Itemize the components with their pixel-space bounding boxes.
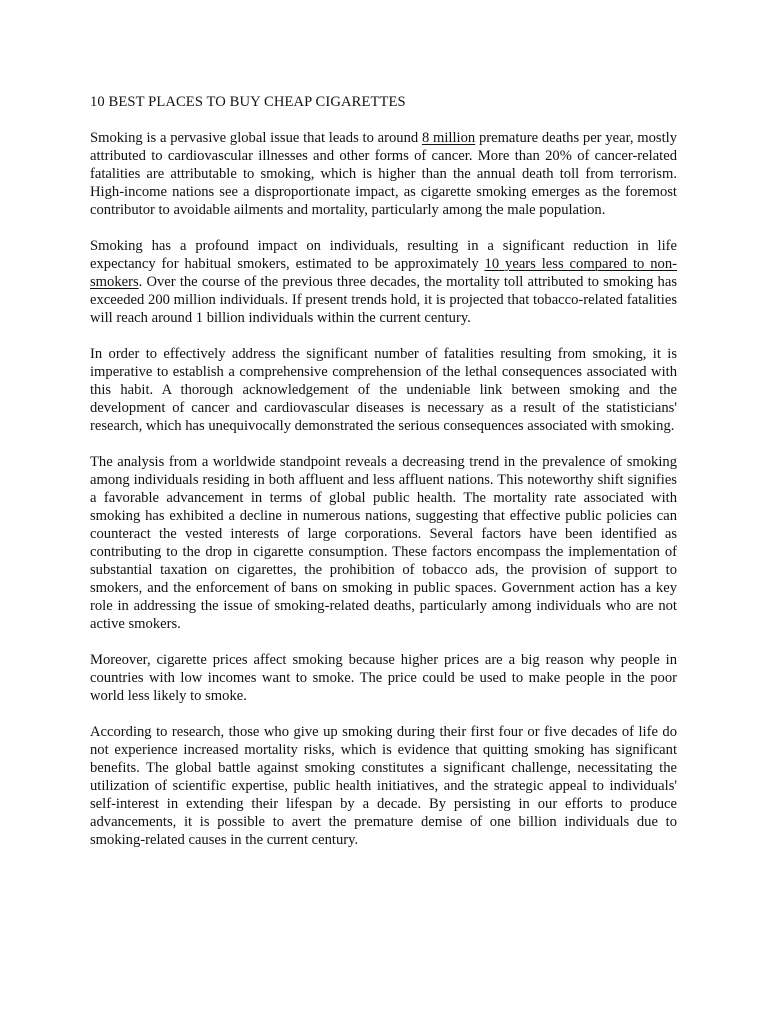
life-expectancy-link[interactable]: 10 years less compared to non-smokers	[90, 256, 677, 290]
paragraph-2-text-after: . Over the course of the previous three decades, the mortality toll attributed to smoking has exceeded 200 million individuals. If present trends hold, it is projected that tobacco-related fatalities will reach around 1 billion individuals within the current century.	[90, 274, 677, 326]
eight-million-link[interactable]: 8 million	[421, 130, 476, 146]
paragraph-2-text-before: Smoking has a profound impact on individuals, resulting in a significant reduction in life expectancy for habitual smokers, estimated to be approximately	[90, 238, 677, 272]
paragraph-2	[90, 237, 677, 327]
document-page	[90, 93, 677, 867]
paragraph-1-text-after: premature deaths per year, mostly attributed to cardiovascular illnesses and other forms of cancer. More than 20% of cancer-related fatalities are attributable to smoking, which is higher than the annual death toll from terrorism. High-income nations see a disproportionate impact, as cigarette smoking emerges as the foremost contributor to avoidable ailments and mortality, particularly among the male population.	[90, 130, 677, 218]
paragraph-6: According to research, those who give up smoking during their first four or five decades of life do not experience increased mortality risks, which is evidence that quitting smoking has significant benefits. The global battle against smoking constitutes a significant challenge, necessitating the utilization of scientific expertise, public health initiatives, and the strategic appeal to individuals' self-interest in extending their lifespan by a decade. By persisting in our efforts to produce advancements, it is possible to avert the premature demise of one billion individuals due to smoking-related causes in the current century.	[90, 724, 677, 848]
paragraph-1	[90, 129, 677, 219]
paragraph-3: In order to effectively address the significant number of fatalities resulting from smoking, it is imperative to establish a comprehensive comprehension of the lethal consequences associated with this habit. A thorough acknowledgement of the undeniable link between smoking and the development of cancer and cardiovascular diseases is necessary as a result of the statisticians' research, which has unequivocally demonstrated the serious consequences associated with smoking.	[90, 346, 677, 434]
paragraph-5: Moreover, cigarette prices affect smoking because higher prices are a big reason why people in countries with low incomes want to smoke. The price could be used to make people in the poor world less likely to smoke.	[90, 652, 677, 704]
document-title: 10 BEST PLACES TO BUY CHEAP CIGARETTES	[90, 94, 406, 110]
paragraph-4: The analysis from a worldwide standpoint reveals a decreasing trend in the prevalence of smoking among individuals residing in both affluent and less affluent nations. This noteworthy shift signifies a favorable advancement in terms of global public health. The mortality rate associated with smoking has exhibited a decline in numerous nations, suggesting that effective public policies can counteract the vested interests of large corporations. Several factors have been identified as contributing to the drop in cigarette consumption. These factors encompass the implementation of substantial taxation on cigarettes, the prohibition of tobacco ads, the provision of support to smokers, and the enforcement of bans on smoking in public spaces. Government action has a key role in addressing the issue of smoking-related deaths, particularly among individuals who are not active smokers.	[90, 454, 677, 632]
paragraph-1-text-before: Smoking is a pervasive global issue that leads to around	[90, 130, 422, 146]
